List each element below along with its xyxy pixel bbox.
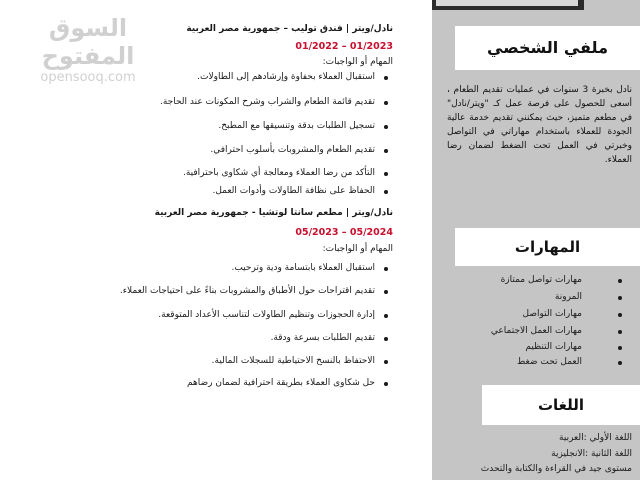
bullet-icon	[384, 382, 388, 386]
bullet-icon	[618, 330, 622, 334]
bullet-icon	[618, 361, 622, 365]
list-item: مهارات التواصل	[523, 309, 582, 319]
watermark	[8, 14, 168, 86]
bullet-icon	[384, 360, 388, 364]
profile-heading: ملفي الشخصي	[455, 26, 640, 70]
bullet-icon	[384, 172, 388, 176]
bullet-icon	[384, 125, 388, 129]
job-title: نادل/ويتر | فندق توليب – جمهورية مصر العربية	[186, 24, 393, 34]
job-title: نادل/ويتر | مطعم سانتا لوتشيا - جمهورية مصر العربية	[154, 208, 393, 218]
sidebar	[432, 0, 640, 480]
language-item: اللغة الأولي :العربية	[559, 433, 632, 443]
duties-label: المهام أو الواجبات:	[322, 57, 393, 67]
watermark-arabic: السوق المفتوح	[41, 14, 135, 70]
bullet-icon	[384, 314, 388, 318]
language-item: اللغة الثانية :الانجليزية	[551, 449, 632, 459]
list-item: المرونة	[555, 292, 582, 302]
bullet-icon	[384, 76, 388, 80]
bullet-icon	[384, 290, 388, 294]
bullet-icon	[618, 313, 622, 317]
list-item: إدارة الحجوزات وتنظيم الطاولات لتناسب الأعداد المتوقعة.	[158, 310, 375, 320]
bullet-icon	[384, 337, 388, 341]
languages-heading: اللغات	[482, 385, 640, 425]
bullet-icon	[384, 149, 388, 153]
list-item: حل شكاوى العملاء بطريقة احترافية لضمان رضاهم	[187, 378, 375, 388]
profile-photo	[432, 0, 584, 10]
bullet-icon	[618, 346, 622, 350]
duties-label: المهام أو الواجبات:	[322, 244, 393, 254]
list-item: تقديم الطلبات بسرعة ودقة.	[271, 333, 375, 343]
list-item: تقديم اقتراحات حول الأطباق والمشروبات بناءً على احتياجات العملاء.	[120, 286, 375, 296]
list-item: تسجيل الطلبات بدقة وتنسيقها مع المطبخ.	[218, 121, 375, 131]
list-item: مهارات العمل الاجتماعي	[491, 326, 582, 336]
watermark-latin: opensooq.com	[40, 70, 136, 85]
list-item: الحفاظ على نظافة الطاولات وأدوات العمل.	[212, 186, 375, 196]
list-item: مهارات تواصل ممتازة	[501, 275, 582, 285]
bullet-icon	[384, 190, 388, 194]
list-item: استقبال العملاء بحفاوة وإرشادهم إلى الطاولات.	[197, 72, 375, 82]
bullet-icon	[618, 279, 622, 283]
skills-heading: المهارات	[455, 228, 640, 266]
bullet-icon	[384, 267, 388, 271]
list-item: الاحتفاظ بالنسخ الاحتياطية للسجلات المالية.	[212, 356, 375, 366]
bullet-icon	[384, 101, 388, 105]
list-item: تقديم الطعام والمشروبات بأسلوب احترافي.	[210, 145, 375, 155]
language-item: مستوى جيد في القراءة والكتابة والتحدث	[480, 464, 632, 474]
experience-column	[119, 0, 393, 480]
bullet-icon	[618, 296, 622, 300]
job-date: 01/2023 – 01/2022	[295, 41, 393, 52]
list-item: التأكد من رضا العملاء ومعالجة أي شكاوى باحترافية.	[183, 168, 375, 178]
list-item: تقديم قائمة الطعام والشراب وشرح المكونات عند الحاجة.	[160, 97, 375, 107]
list-item: مهارات التنظيم	[525, 342, 582, 352]
list-item: استقبال العملاء بابتسامة ودية وترحيب.	[231, 263, 375, 273]
list-item: العمل تحت ضغط	[517, 357, 582, 367]
profile-summary: نادل بخبرة 3 سنوات في عمليات تقديم الطعام ، أسعى للحصول على فرصة عمل كـ "ويتر/نادل" في مطعم متميز، حيث يمكنني تقديم خدمة عالية الجودة للعملاء باستخدام مهاراتي في التواصل وخبرتي في العمل تحت الضغط لضمان رضا العملاء.	[447, 85, 633, 165]
job-date: 05/2024 – 05/2023	[295, 227, 393, 238]
